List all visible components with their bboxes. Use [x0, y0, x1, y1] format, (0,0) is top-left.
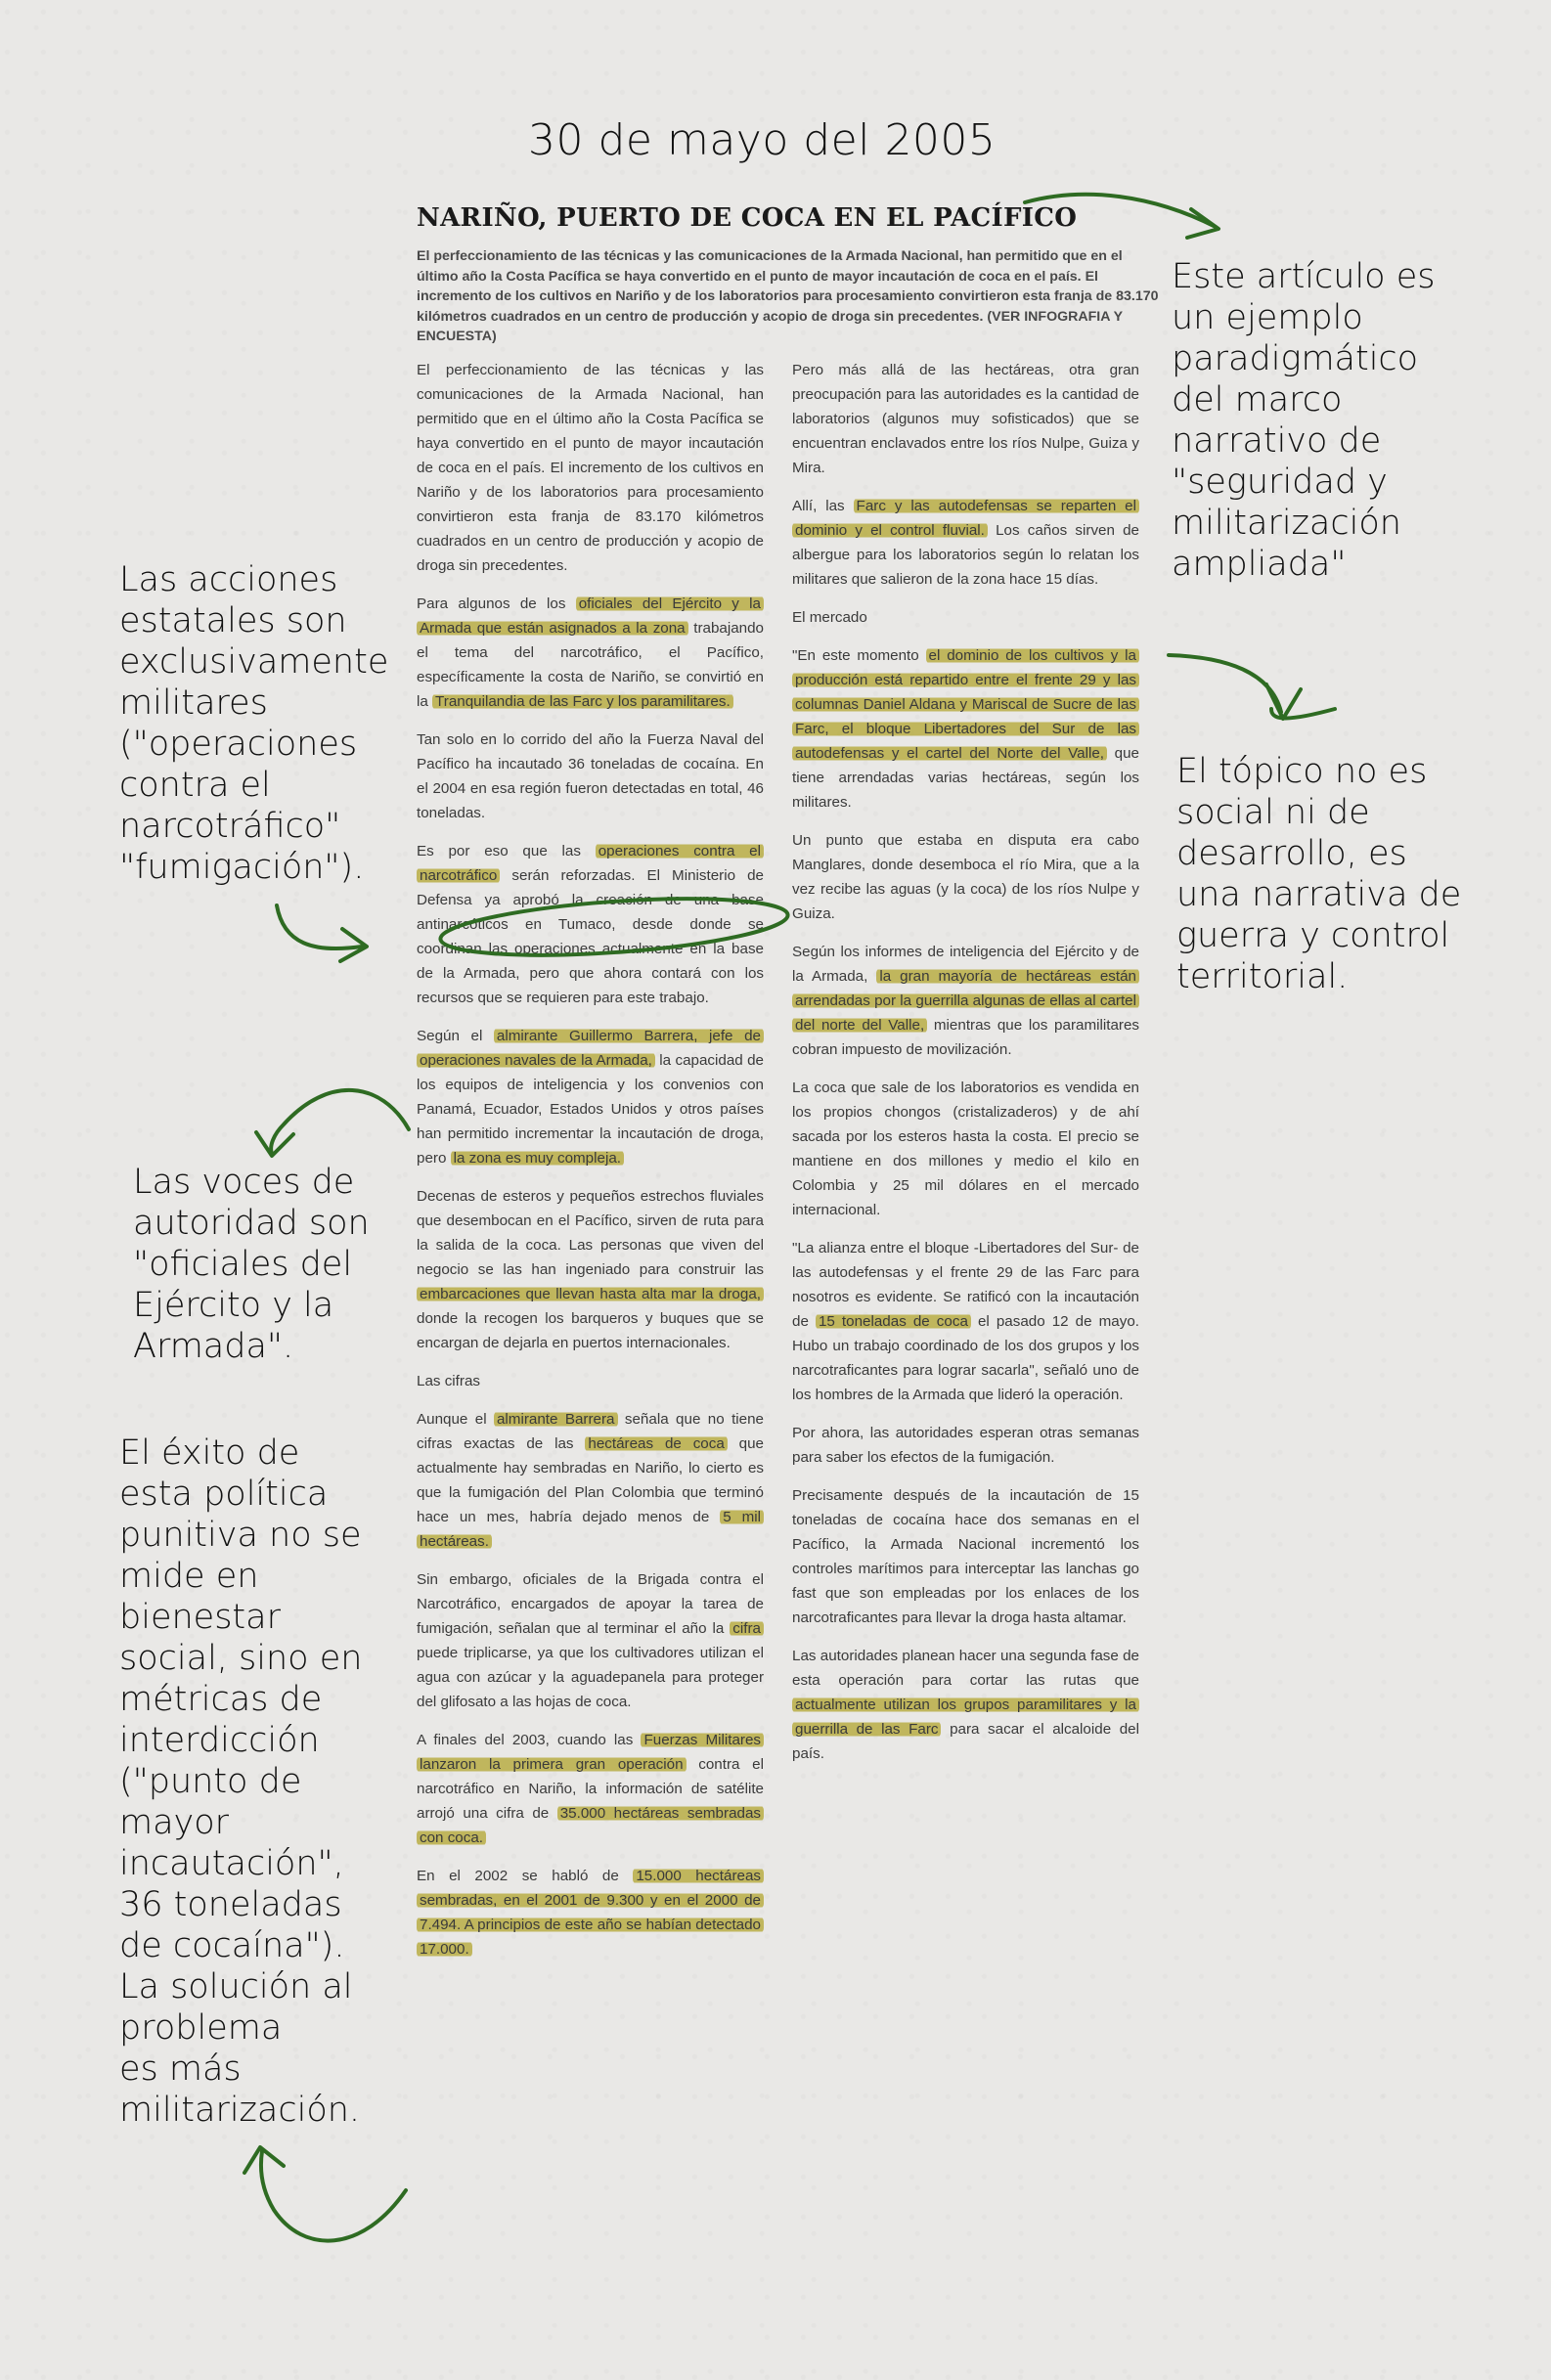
- section-subheading: [417, 1369, 764, 1393]
- highlighted-text: actualmente utilizan los grupos paramilitares y la guerrilla de las Farc: [792, 1697, 1139, 1738]
- paragraph-text: Es por eso que las: [417, 843, 596, 859]
- highlighted-text: almirante Guillermo Barrera, jefe de operaciones navales de la Armada,: [417, 1028, 764, 1069]
- paragraph-text: Sin embargo, oficiales de la Brigada contra el Narcotráfico, encargados de apoyar la tarea de fumigación, señalan que al terminar el año la: [417, 1571, 764, 1637]
- article-paragraph: [417, 1567, 764, 1714]
- paragraph-text: Pero más allá de las hectáreas, otra gran preocupación para las autoridades es la cantidad de laboratorios (algunos muy sofisticados) que se encuentran enclavados entre los ríos Nulpe, Guiza y Mira.: [792, 362, 1139, 476]
- paragraph-text: El perfeccionamiento de las técnicas y las comunicaciones de la Armada Nacional, han permitido que en el último año la Costa Pacífica se haya convertido en el punto de mayor incautación de coca en el país. El incremento de los cultivos en Nariño y de los laboratorios para procesamiento convirtieron esta franja de 83.170 kilómetros cuadrados en un centro de producción y acopio de droga sin precedentes.: [417, 362, 764, 574]
- article-paragraph: [792, 1644, 1139, 1766]
- paragraph-text: Precisamente después de la incautación de 15 toneladas de cocaína hace dos semanas en el Pacífico, la Armada Nacional incrementó los controles marítimos para interceptar las lanchas go fast que son empleadas por los enlaces de los narcotraficantes para llevar la droga hasta altamar.: [792, 1487, 1139, 1626]
- highlighted-text: Tranquilandia de las Farc y los paramilitares.: [432, 693, 733, 710]
- article-paragraph: [417, 1024, 764, 1170]
- paragraph-text: el pasado 12 de mayo. Hubo un trabajo coordinado de los dos grupos y los narcotraficantes para lograr sacarla", señaló uno de los hombres de la Armada que lideró la operación.: [792, 1313, 1139, 1403]
- arrow-left-3-icon: [261, 2151, 406, 2241]
- article-paragraph: [792, 1483, 1139, 1630]
- annotation-top-right: Este artículo es un ejemplo paradigmático del marco narrativo de "seguridad y militarización ampliada": [1172, 257, 1436, 584]
- paragraph-text: Allí, las: [792, 498, 854, 514]
- handwritten-date: 30 de mayo del 2005: [528, 115, 997, 165]
- article-paragraph: [792, 1236, 1139, 1407]
- paragraph-text: trabajando el tema del narcotráfico, el Pacífico, específicamente la costa de Nariño, se convirtió en la: [417, 620, 765, 710]
- article-paragraph: [792, 1421, 1139, 1470]
- paragraph-text: A finales del 2003, cuando las: [417, 1732, 642, 1748]
- article-right-column: [792, 358, 1139, 1780]
- article-paragraph: [417, 1184, 764, 1355]
- paragraph-text: Un punto que estaba en disputa era cabo Manglares, donde desemboca el río Mira, que a la vez recibe las aguas (y la coca) de los ríos Nulpe y Guiza.: [792, 832, 1139, 922]
- annotation-mid-right: El tópico no es social ni de desarrollo, es una narrativa de guerra y control territorial.: [1176, 752, 1462, 996]
- highlighted-text: el dominio de los cultivos y la producción está repartido entre el frente 29 y las columnas Daniel Aldana y Mariscal de Sucre de las Farc, el bloque Libertadores del Sur de las autodefensas y el cartel del Norte del Valle,: [792, 647, 1139, 762]
- article-paragraph: [417, 1728, 764, 1850]
- article-paragraph: [417, 358, 764, 578]
- paragraph-text: Por ahora, las autoridades esperan otras semanas para saber los efectos de la fumigación.: [792, 1425, 1139, 1466]
- paragraph-text: El mercado: [792, 609, 867, 626]
- annotation-left-1: Las acciones estatales son exclusivamente militares ("operaciones contra el narcotráfico" "fumigación").: [119, 560, 389, 887]
- highlighted-text: Farc y las autodefensas se reparten el dominio y el control fluvial.: [792, 498, 1139, 539]
- article-paragraph: [792, 1076, 1139, 1222]
- highlighted-text: hectáreas de coca: [585, 1435, 727, 1452]
- article-paragraph: [792, 358, 1139, 480]
- paragraph-text: Los caños sirven de albergue para los laboratorios según lo relatan los militares que salieron de la zona hace 15 días.: [792, 522, 1139, 588]
- paragraph-text: "La alianza entre el bloque -Libertadores del Sur- de las autodefensas y el frente 29 de las Farc para nosotros es evidente. Se ratificó con la incautación de: [792, 1240, 1139, 1330]
- highlighted-text: 35.000 hectáreas sembradas con coca.: [417, 1805, 764, 1846]
- paragraph-text: La coca que sale de los laboratorios es vendida en los propios chongos (cristalizaderos) y de ahí sacada por los esteros hasta la costa. El precio se mantiene en dos millones y medio el kilo en Colombia y 25 mil dólares en el mercado internacional.: [792, 1080, 1139, 1218]
- article-paragraph: [417, 839, 764, 1010]
- paragraph-text: Según el: [417, 1028, 494, 1044]
- article-headline: NARIÑO, PUERTO DE COCA EN EL PACÍFICO: [417, 203, 1078, 233]
- paragraph-text: que tiene arrendadas varias hectáreas, según los militares.: [792, 745, 1139, 811]
- highlighted-text: embarcaciones que llevan hasta alta mar la droga,: [417, 1286, 764, 1302]
- highlighted-text: la zona es muy compleja.: [451, 1150, 624, 1167]
- annotation-left-2: Las voces de autoridad son "oficiales del Ejército y la Armada".: [133, 1163, 370, 1366]
- highlighted-text: operaciones contra el narcotráfico: [417, 843, 764, 884]
- highlighted-text: 15 toneladas de coca: [816, 1313, 971, 1330]
- arrow-mid-right-icon: [1169, 655, 1281, 712]
- arrow-left-2-icon: [271, 1090, 409, 1154]
- arrow-left-1-icon: [277, 905, 362, 948]
- highlighted-text: oficiales del Ejército y la Armada que están asignados a la zona: [417, 595, 764, 637]
- paragraph-text: la capacidad de los equipos de inteligencia y los convenios con Panamá, Ecuador, Estados Unidos y otros países han permitido incrementar la incautación de droga, pero: [417, 1052, 764, 1167]
- paragraph-text: para sacar el alcaloide del país.: [792, 1721, 1140, 1762]
- article-left-column: [417, 358, 764, 1975]
- paragraph-text: contra el narcotráfico en Nariño, la información de satélite arrojó una cifra de: [417, 1756, 764, 1822]
- highlighted-text: cifra: [730, 1620, 764, 1637]
- paragraph-text: Aunque el: [417, 1411, 494, 1428]
- article-paragraph: [417, 1407, 764, 1554]
- highlighted-text: la gran mayoría de hectáreas están arrendadas por la guerrilla algunas de ellas al cartel del norte del Valle,: [792, 968, 1139, 1034]
- paragraph-text: señala que no tiene cifras exactas de las: [417, 1411, 765, 1452]
- article-paragraph: [417, 1864, 764, 1961]
- article-paragraph: [792, 940, 1139, 1062]
- paragraph-text: puede triplicarse, ya que los cultivadores utilizan el agua con azúcar y la aguadepanela para proteger del glifosato a las hojas de coca.: [417, 1645, 764, 1710]
- paragraph-text: Según los informes de inteligencia del Ejército y de la Armada,: [792, 944, 1139, 985]
- paragraph-text: Tan solo en lo corrido del año la Fuerza Naval del Pacífico ha incautado 36 toneladas de cocaína. En el 2004 en esa región fueron detectadas en total, 46 toneladas.: [417, 731, 764, 821]
- paragraph-text: Las autoridades planean hacer una segunda fase de esta operación para cortar las rutas que: [792, 1648, 1139, 1689]
- article-lead: El perfeccionamiento de las técnicas y las comunicaciones de la Armada Nacional, han permitido que en el último año la Costa Pacífica se haya convertido en el punto de mayor incautación de coca en el país. El incremento de los cultivos en Nariño y de los laboratorios para procesamiento convirtieron esta franja de 83.170 kilómetros cuadrados en un centro de producción y acopio de droga sin precedentes. (VER INFOGRAFIA Y ENCUESTA): [417, 248, 1159, 344]
- article-paragraph: [792, 828, 1139, 926]
- article-paragraph: [792, 643, 1139, 815]
- paragraph-text: mientras que los paramilitares cobran impuesto de movilización.: [792, 1017, 1139, 1058]
- paragraph-text: donde la recogen los barqueros y buques que se encargan de dejarla en puertos internacionales.: [417, 1310, 764, 1351]
- highlighted-text: almirante Barrera: [494, 1411, 618, 1428]
- paragraph-text: Para algunos de los: [417, 595, 576, 612]
- section-subheading: [792, 605, 1139, 630]
- paragraph-text: Las cifras: [417, 1373, 480, 1389]
- article-paragraph: [417, 592, 764, 714]
- article-paragraph: [792, 494, 1139, 592]
- annotation-left-3: El éxito de esta política punitiva no se mide en bienestar social, sino en métricas de interdicción ("punto de mayor incautación", 36 toneladas de cocaína"). La solución al problema es más militarización.: [119, 1433, 363, 2130]
- article-paragraph: [417, 727, 764, 825]
- paragraph-text: que actualmente hay sembradas en Nariño, lo cierto es que la fumigación del Plan Colombia que terminó hace un mes, habría dejado menos de: [417, 1435, 764, 1525]
- highlighted-text: 5 mil hectáreas.: [417, 1509, 764, 1550]
- highlighted-text: 15.000 hectáreas sembradas, en el 2001 de 9.300 y en el 2000 de 7.494. A principios de este año se habían detectado 17.000.: [417, 1868, 764, 1958]
- paragraph-text: "En este momento: [792, 647, 926, 664]
- highlighted-text: Fuerzas Militares lanzaron la primera gran operación: [417, 1732, 764, 1773]
- paragraph-text: En el 2002 se habló de: [417, 1868, 634, 1884]
- paragraph-text: Decenas de esteros y pequeños estrechos fluviales que desembocan en el Pacífico, sirven de ruta para la salida de la coca. Las personas que viven del negocio se las han ingeniado para construir las: [417, 1188, 764, 1278]
- paragraph-text: serán reforzadas. El Ministerio de Defensa ya aprobó la creación de una base antinarcóticos en Tumaco, desde donde se coordinan las operaciones actualmente en la base de la Armada, pero que ahora contará con los recursos que se requieren para este trabajo.: [417, 867, 764, 1006]
